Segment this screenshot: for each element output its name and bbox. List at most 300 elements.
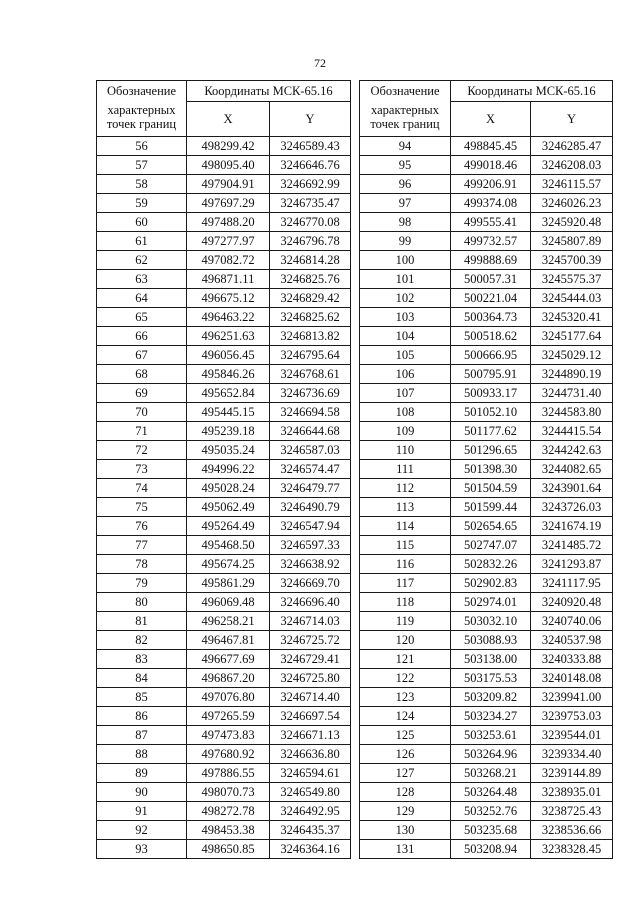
x-coordinate-cell: 502902.83 [451,574,531,593]
point-number-cell: 95 [360,156,451,175]
x-coordinate-cell: 503252.76 [451,802,531,821]
point-number-cell: 102 [360,289,451,308]
table-row [97,707,351,726]
x-coordinate-cell: 496675.12 [187,289,270,308]
x-coordinate-cell: 498453.38 [187,821,270,840]
point-number-cell: 72 [97,441,187,460]
table-row [360,213,613,232]
x-coordinate-cell: 500364.73 [451,308,531,327]
x-coordinate-cell: 501398.30 [451,460,531,479]
y-coordinate-cell: 3246285.47 [531,137,613,156]
point-number-cell: 117 [360,574,451,593]
point-number-cell: 128 [360,783,451,802]
x-coordinate-cell: 498070.73 [187,783,270,802]
y-coordinate-cell: 3246697.54 [270,707,351,726]
y-coordinate-cell: 3241485.72 [531,536,613,555]
y-coordinate-cell: 3246587.03 [270,441,351,460]
y-coordinate-cell: 3246735.47 [270,194,351,213]
point-number-cell: 110 [360,441,451,460]
y-coordinate-cell: 3238536.66 [531,821,613,840]
x-coordinate-cell: 501599.44 [451,498,531,517]
designation-header-line2: характерных [107,103,176,117]
point-number-cell: 129 [360,802,451,821]
y-coordinate-cell: 3244731.40 [531,384,613,403]
x-coordinate-cell: 503175.53 [451,669,531,688]
point-number-cell: 92 [97,821,187,840]
point-number-cell: 57 [97,156,187,175]
y-coordinate-cell: 3246549.80 [270,783,351,802]
point-number-cell: 96 [360,175,451,194]
point-number-cell: 69 [97,384,187,403]
x-coordinate-cell: 501504.59 [451,479,531,498]
point-number-cell: 83 [97,650,187,669]
table-row [360,764,613,783]
point-number-cell: 97 [360,194,451,213]
table-row [360,365,613,384]
point-number-cell: 62 [97,251,187,270]
table-row [97,251,351,270]
table-row [360,536,613,555]
y-coordinate-cell: 3246594.61 [270,764,351,783]
y-coordinate-cell: 3246796.78 [270,232,351,251]
y-coordinate-cell: 3244583.80 [531,403,613,422]
table-row [97,726,351,745]
table-row [360,194,613,213]
y-coordinate-cell: 3240537.98 [531,631,613,650]
point-number-cell: 112 [360,479,451,498]
y-coordinate-cell: 3246714.03 [270,612,351,631]
x-coordinate-cell: 497886.55 [187,764,270,783]
table-row [97,517,351,536]
x-coordinate-cell: 497473.83 [187,726,270,745]
table-row [360,270,613,289]
point-number-cell: 63 [97,270,187,289]
x-coordinate-cell: 497277.97 [187,232,270,251]
table-row [97,821,351,840]
point-number-cell: 89 [97,764,187,783]
table-row [97,289,351,308]
table-row [97,631,351,650]
designation-header-line2: характерных [371,103,439,117]
table-row [360,612,613,631]
x-coordinate-cell: 495445.15 [187,403,270,422]
table-row [360,251,613,270]
table-row [97,688,351,707]
y-coordinate-cell: 3245700.39 [531,251,613,270]
table-row [97,441,351,460]
x-coordinate-cell: 498095.40 [187,156,270,175]
x-coordinate-cell: 503209.82 [451,688,531,707]
table-row [360,308,613,327]
y-coordinate-cell: 3241293.87 [531,555,613,574]
table-row [97,479,351,498]
table-row [360,726,613,745]
point-number-cell: 105 [360,346,451,365]
coordinates-table-right [359,80,613,859]
x-coordinate-cell: 499206.91 [451,175,531,194]
x-coordinate-cell: 499374.08 [451,194,531,213]
point-number-cell: 59 [97,194,187,213]
table-row [97,346,351,365]
table-row [360,555,613,574]
y-coordinate-cell: 3238935.01 [531,783,613,802]
y-coordinate-cell: 3244242.63 [531,441,613,460]
y-coordinate-cell: 3246597.33 [270,536,351,555]
table-row [360,422,613,441]
table-row [97,783,351,802]
point-number-cell: 121 [360,650,451,669]
x-coordinate-cell: 495468.50 [187,536,270,555]
table-row [360,669,613,688]
y-coordinate-cell: 3246638.92 [270,555,351,574]
x-coordinate-cell: 495652.84 [187,384,270,403]
table-row [360,403,613,422]
table-row [97,137,351,156]
x-coordinate-cell: 503208.94 [451,840,531,859]
y-coordinate-cell: 3245807.89 [531,232,613,251]
x-coordinate-cell: 500933.17 [451,384,531,403]
y-coordinate-cell: 3246435.37 [270,821,351,840]
y-coordinate-cell: 3246813.82 [270,327,351,346]
point-number-cell: 116 [360,555,451,574]
table-row [360,574,613,593]
y-coordinate-cell: 3246714.40 [270,688,351,707]
coordinates-tables [96,80,613,859]
point-number-cell: 98 [360,213,451,232]
x-coordinate-cell: 503268.21 [451,764,531,783]
point-number-cell: 56 [97,137,187,156]
y-coordinate-cell: 3246692.99 [270,175,351,194]
table-row [360,441,613,460]
y-coordinate-cell: 3246696.40 [270,593,351,612]
table-row [360,137,613,156]
table-row [360,650,613,669]
x-coordinate-cell: 502654.65 [451,517,531,536]
point-number-cell: 85 [97,688,187,707]
y-coordinate-cell: 3243726.03 [531,498,613,517]
y-coordinate-cell: 3246115.57 [531,175,613,194]
y-column-header: Y [270,102,351,137]
x-coordinate-cell: 497076.80 [187,688,270,707]
designation-header-line3: точек границ [370,117,440,131]
x-coordinate-cell: 502974.01 [451,593,531,612]
table-row [360,593,613,612]
point-number-cell: 100 [360,251,451,270]
x-coordinate-cell: 496251.63 [187,327,270,346]
point-number-cell: 130 [360,821,451,840]
x-coordinate-cell: 502832.26 [451,555,531,574]
x-coordinate-cell: 498845.45 [451,137,531,156]
x-coordinate-cell: 503264.96 [451,745,531,764]
x-coordinate-cell: 500057.31 [451,270,531,289]
x-coordinate-cell: 503264.48 [451,783,531,802]
table-row [360,460,613,479]
table-row [97,612,351,631]
y-coordinate-cell: 3239544.01 [531,726,613,745]
x-coordinate-cell: 497082.72 [187,251,270,270]
x-coordinate-cell: 496056.45 [187,346,270,365]
table-row [360,156,613,175]
table-row [360,479,613,498]
coordinates-header: Координаты МСК-65.16 [451,81,613,102]
x-coordinate-cell: 497265.59 [187,707,270,726]
x-coordinate-cell: 499732.57 [451,232,531,251]
point-number-cell: 114 [360,517,451,536]
point-number-cell: 115 [360,536,451,555]
coordinates-table-left [96,80,351,859]
x-coordinate-cell: 500795.91 [451,365,531,384]
point-number-cell: 65 [97,308,187,327]
y-coordinate-cell: 3246646.76 [270,156,351,175]
table-row [97,175,351,194]
point-number-cell: 126 [360,745,451,764]
point-number-cell: 99 [360,232,451,251]
coordinates-table-left-body [97,137,351,859]
y-coordinate-cell: 3245029.12 [531,346,613,365]
y-coordinate-cell: 3246479.77 [270,479,351,498]
table-row [97,840,351,859]
x-coordinate-cell: 495674.25 [187,555,270,574]
point-number-cell: 84 [97,669,187,688]
y-coordinate-cell: 3245320.41 [531,308,613,327]
x-coordinate-cell: 494996.22 [187,460,270,479]
point-number-cell: 70 [97,403,187,422]
x-coordinate-cell: 502747.07 [451,536,531,555]
table-row [97,745,351,764]
point-number-cell: 87 [97,726,187,745]
x-coordinate-cell: 498272.78 [187,802,270,821]
table-row [360,327,613,346]
point-number-cell: 71 [97,422,187,441]
x-coordinate-cell: 501296.65 [451,441,531,460]
designation-header [360,81,451,137]
y-coordinate-cell: 3246636.80 [270,745,351,764]
point-number-cell: 61 [97,232,187,251]
y-coordinate-cell: 3246490.79 [270,498,351,517]
table-row [97,498,351,517]
coordinates-table-right-body [360,137,613,859]
y-coordinate-cell: 3246829.42 [270,289,351,308]
x-coordinate-cell: 500518.62 [451,327,531,346]
y-coordinate-cell: 3239941.00 [531,688,613,707]
table-row [360,232,613,251]
table-row [97,232,351,251]
point-number-cell: 118 [360,593,451,612]
x-coordinate-cell: 503138.00 [451,650,531,669]
table-row [97,270,351,289]
y-coordinate-cell: 3246671.13 [270,726,351,745]
x-coordinate-cell: 499888.69 [451,251,531,270]
table-row [97,802,351,821]
x-coordinate-cell: 503234.27 [451,707,531,726]
y-coordinate-cell: 3246694.58 [270,403,351,422]
x-coordinate-cell: 499555.41 [451,213,531,232]
y-coordinate-cell: 3239753.03 [531,707,613,726]
x-column-header: X [451,102,531,137]
point-number-cell: 77 [97,536,187,555]
table-row [97,156,351,175]
x-coordinate-cell: 495028.24 [187,479,270,498]
point-number-cell: 86 [97,707,187,726]
y-coordinate-cell: 3246768.61 [270,365,351,384]
point-number-cell: 78 [97,555,187,574]
table-row [360,802,613,821]
table-row [97,593,351,612]
point-number-cell: 120 [360,631,451,650]
y-coordinate-cell: 3246644.68 [270,422,351,441]
table-row [360,688,613,707]
x-coordinate-cell: 495861.29 [187,574,270,593]
table-row [360,821,613,840]
y-coordinate-cell: 3243901.64 [531,479,613,498]
x-coordinate-cell: 495846.26 [187,365,270,384]
table-row [97,574,351,593]
y-coordinate-cell: 3246547.94 [270,517,351,536]
point-number-cell: 107 [360,384,451,403]
table-row [360,783,613,802]
table-row [97,650,351,669]
point-number-cell: 127 [360,764,451,783]
table-row [360,384,613,403]
point-number-cell: 82 [97,631,187,650]
point-number-cell: 90 [97,783,187,802]
point-number-cell: 67 [97,346,187,365]
point-number-cell: 79 [97,574,187,593]
table-row [97,308,351,327]
point-number-cell: 123 [360,688,451,707]
table-row [360,346,613,365]
y-coordinate-cell: 3246364.16 [270,840,351,859]
y-coordinate-cell: 3246736.69 [270,384,351,403]
point-number-cell: 91 [97,802,187,821]
table-row [97,194,351,213]
x-coordinate-cell: 503032.10 [451,612,531,631]
point-number-cell: 75 [97,498,187,517]
designation-header-line3: точек границ [106,117,177,131]
table-row [97,403,351,422]
x-coordinate-cell: 503235.68 [451,821,531,840]
point-number-cell: 131 [360,840,451,859]
y-coordinate-cell: 3246729.41 [270,650,351,669]
x-coordinate-cell: 503088.93 [451,631,531,650]
table-row [360,289,613,308]
point-number-cell: 119 [360,612,451,631]
x-coordinate-cell: 498650.85 [187,840,270,859]
point-number-cell: 106 [360,365,451,384]
point-number-cell: 94 [360,137,451,156]
table-row [97,555,351,574]
y-coordinate-cell: 3245575.37 [531,270,613,289]
table-row [360,631,613,650]
point-number-cell: 125 [360,726,451,745]
point-number-cell: 64 [97,289,187,308]
point-number-cell: 104 [360,327,451,346]
table-row [97,536,351,555]
y-coordinate-cell: 3245920.48 [531,213,613,232]
y-coordinate-cell: 3246725.72 [270,631,351,650]
point-number-cell: 113 [360,498,451,517]
y-coordinate-cell: 3244890.19 [531,365,613,384]
x-coordinate-cell: 496677.69 [187,650,270,669]
y-coordinate-cell: 3245444.03 [531,289,613,308]
x-coordinate-cell: 495239.18 [187,422,270,441]
point-number-cell: 122 [360,669,451,688]
x-coordinate-cell: 497904.91 [187,175,270,194]
point-number-cell: 109 [360,422,451,441]
y-coordinate-cell: 3238725.43 [531,802,613,821]
y-coordinate-cell: 3246026.23 [531,194,613,213]
y-coordinate-cell: 3238328.45 [531,840,613,859]
x-coordinate-cell: 496871.11 [187,270,270,289]
point-number-cell: 103 [360,308,451,327]
designation-header-line1: Обозначение [370,84,440,98]
x-coordinate-cell: 496463.22 [187,308,270,327]
x-coordinate-cell: 496467.81 [187,631,270,650]
table-row [97,460,351,479]
point-number-cell: 124 [360,707,451,726]
point-number-cell: 68 [97,365,187,384]
y-coordinate-cell: 3244082.65 [531,460,613,479]
y-coordinate-cell: 3246669.70 [270,574,351,593]
designation-header [97,81,187,137]
table-row [360,498,613,517]
point-number-cell: 76 [97,517,187,536]
y-column-header: Y [531,102,613,137]
y-coordinate-cell: 3246574.47 [270,460,351,479]
point-number-cell: 73 [97,460,187,479]
point-number-cell: 58 [97,175,187,194]
point-number-cell: 88 [97,745,187,764]
table-row [97,327,351,346]
x-coordinate-cell: 500221.04 [451,289,531,308]
y-coordinate-cell: 3246589.43 [270,137,351,156]
point-number-cell: 93 [97,840,187,859]
table-row [97,764,351,783]
y-coordinate-cell: 3246814.28 [270,251,351,270]
y-coordinate-cell: 3241674.19 [531,517,613,536]
table-row [360,517,613,536]
y-coordinate-cell: 3246492.95 [270,802,351,821]
table-row [97,365,351,384]
x-coordinate-cell: 495035.24 [187,441,270,460]
x-coordinate-cell: 503253.61 [451,726,531,745]
point-number-cell: 74 [97,479,187,498]
x-coordinate-cell: 501177.62 [451,422,531,441]
table-row [97,384,351,403]
x-coordinate-cell: 496069.48 [187,593,270,612]
x-coordinate-cell: 497488.20 [187,213,270,232]
table-row [360,745,613,764]
table-row [360,707,613,726]
x-column-header: X [187,102,270,137]
x-coordinate-cell: 496867.20 [187,669,270,688]
table-row [360,175,613,194]
y-coordinate-cell: 3246825.62 [270,308,351,327]
y-coordinate-cell: 3240740.06 [531,612,613,631]
table-row [97,422,351,441]
table-row [97,669,351,688]
point-number-cell: 81 [97,612,187,631]
y-coordinate-cell: 3241117.95 [531,574,613,593]
x-coordinate-cell: 496258.21 [187,612,270,631]
y-coordinate-cell: 3240920.48 [531,593,613,612]
designation-header-line1: Обозначение [106,84,177,98]
x-coordinate-cell: 500666.95 [451,346,531,365]
y-coordinate-cell: 3239144.89 [531,764,613,783]
y-coordinate-cell: 3246770.08 [270,213,351,232]
point-number-cell: 108 [360,403,451,422]
point-number-cell: 66 [97,327,187,346]
